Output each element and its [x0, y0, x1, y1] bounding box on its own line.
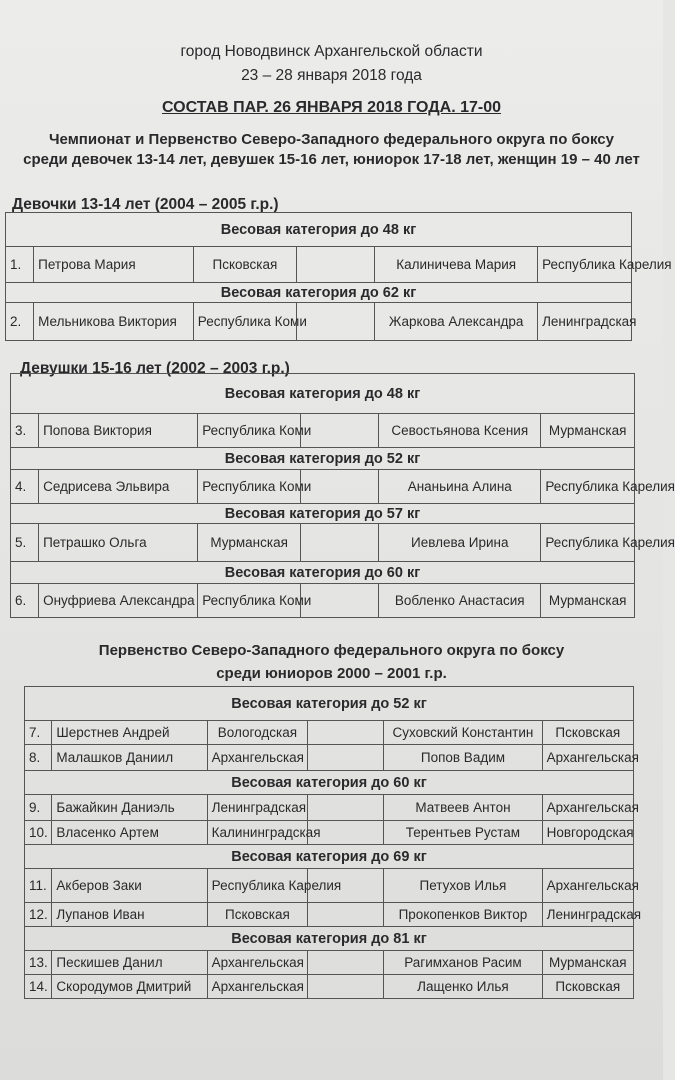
boxer-1-name: Акберов Заки [52, 869, 207, 903]
pair-row [25, 869, 634, 903]
section-title-maidens: Девушки 15-16 лет (2002 – 2003 г.р.) [20, 360, 290, 377]
boxer-2-region: Псковская [542, 721, 633, 745]
pair-row [25, 721, 634, 745]
weight-category-label: Весовая категория до 69 кг [25, 845, 634, 869]
boxer-1-name: Лупанов Иван [52, 903, 207, 927]
header-city: город Новодвинск Архангельской области [180, 43, 483, 60]
pair-number: 5. [11, 524, 39, 562]
boxer-1-name: Петрова Мария [34, 247, 194, 283]
boxer-2-name: Терентьев Рустам [384, 821, 542, 845]
weight-category-row [25, 927, 634, 951]
weight-category-row [25, 687, 634, 721]
weight-category-label: Весовая категория до 60 кг [25, 771, 634, 795]
boxer-2-name: Жаркова Александра [375, 303, 538, 341]
pairs-table-girls [5, 212, 672, 341]
boxer-2-region: Республика Карелия [538, 247, 632, 283]
weight-category-label: Весовая категория до 57 кг [11, 504, 635, 524]
weight-category-row [25, 845, 634, 869]
boxer-2-region: Мурманская [541, 584, 635, 618]
pair-number: 1. [6, 247, 34, 283]
boxer-2-region: Мурманская [541, 414, 635, 448]
boxer-2-region: Мурманская [542, 951, 633, 975]
weight-category-label: Весовая категория до 48 кг [6, 213, 632, 247]
pairs-table-juniors [24, 686, 642, 999]
pair-row [11, 584, 635, 618]
pair-row [25, 795, 634, 821]
weight-category-label: Весовая категория до 52 кг [25, 687, 634, 721]
boxer-2-region: Архангельская [542, 869, 633, 903]
result-cell [301, 584, 379, 618]
pair-number: 13. [25, 951, 52, 975]
result-cell [308, 975, 384, 999]
boxer-1-name: Петрашко Ольга [39, 524, 198, 562]
boxer-1-region: Ленинградская [207, 795, 307, 821]
boxer-1-region: Республика Карелия [207, 869, 307, 903]
pair-number: 9. [25, 795, 52, 821]
boxer-2-region: Ленинградская [538, 303, 632, 341]
boxer-1-region: Республика Коми [198, 470, 301, 504]
section-title-girls: Девочки 13-14 лет (2004 – 2005 г.р.) [12, 196, 279, 213]
weight-category-row [11, 504, 635, 524]
boxer-2-name: Суховский Константин [384, 721, 542, 745]
pair-row [25, 745, 634, 771]
boxer-2-name: Калиничева Мария [375, 247, 538, 283]
pair-row [11, 414, 635, 448]
weight-category-label: Весовая категория до 48 кг [11, 374, 635, 414]
boxer-2-region: Республика Карелия [541, 524, 635, 562]
boxer-2-name: Петухов Илья [384, 869, 542, 903]
boxer-2-name: Ананьина Алина [379, 470, 541, 504]
result-cell [297, 247, 375, 283]
pairs-table-maidens [10, 373, 675, 618]
boxer-2-name: Иевлева Ирина [379, 524, 541, 562]
boxer-1-name: Шерстнев Андрей [52, 721, 207, 745]
pair-number: 3. [11, 414, 39, 448]
boxer-2-name: Рагимханов Расим [384, 951, 542, 975]
boxer-2-name: Попов Вадим [384, 745, 542, 771]
section-title-juniors-1: Первенство Северо-Западного федерального округа по боксу [98, 642, 565, 659]
boxer-1-region: Калининградская [207, 821, 307, 845]
boxer-1-name: Мельникова Виктория [34, 303, 194, 341]
pair-number: 8. [25, 745, 52, 771]
boxer-2-name: Вобленко Анастасия [379, 584, 541, 618]
weight-category-row [6, 283, 632, 303]
boxer-1-name: Малашков Даниил [52, 745, 207, 771]
boxer-1-region: Архангельская [207, 745, 307, 771]
pair-number: 7. [25, 721, 52, 745]
result-cell [301, 414, 379, 448]
boxer-1-region: Псковская [207, 903, 307, 927]
weight-category-row [11, 562, 635, 584]
pair-row [6, 303, 632, 341]
section-title-juniors-2: среди юниоров 2000 – 2001 г.р. [216, 665, 447, 682]
result-cell [308, 903, 384, 927]
boxer-2-name: Прокопенков Виктор [384, 903, 542, 927]
weight-category-row [6, 213, 632, 247]
boxer-2-name: Матвеев Антон [384, 795, 542, 821]
result-cell [308, 745, 384, 771]
boxer-2-region: Архангельская [542, 795, 633, 821]
championship-line-1: Чемпионат и Первенство Северо-Западного федерального округа по боксу [49, 131, 614, 148]
weight-category-label: Весовая категория до 81 кг [25, 927, 634, 951]
pair-number: 11. [25, 869, 52, 903]
boxer-1-name: Попова Виктория [39, 414, 198, 448]
pair-number: 6. [11, 584, 39, 618]
result-cell [308, 951, 384, 975]
weight-category-row [11, 448, 635, 470]
boxer-1-region: Республика Коми [198, 414, 301, 448]
boxer-1-region: Псковская [193, 247, 296, 283]
weight-category-row [25, 771, 634, 795]
boxer-2-region: Псковская [542, 975, 633, 999]
result-cell [301, 524, 379, 562]
result-cell [301, 470, 379, 504]
boxer-2-region: Архангельская [542, 745, 633, 771]
boxer-1-region: Республика Коми [198, 584, 301, 618]
pair-row [25, 903, 634, 927]
boxer-2-name: Лащенко Илья [384, 975, 542, 999]
boxer-1-name: Власенко Артем [52, 821, 207, 845]
pair-row [25, 951, 634, 975]
weight-category-label: Весовая категория до 62 кг [6, 283, 632, 303]
result-cell [297, 303, 375, 341]
pair-row [6, 247, 632, 283]
pair-number: 14. [25, 975, 52, 999]
pair-number: 2. [6, 303, 34, 341]
result-cell [308, 795, 384, 821]
document-title: СОСТАВ ПАР. 26 ЯНВАРЯ 2018 ГОДА. 17-00 [161, 99, 502, 116]
pair-row [25, 821, 634, 845]
boxer-1-name: Онуфриева Александра [39, 584, 198, 618]
result-cell [308, 721, 384, 745]
pair-row [11, 524, 635, 562]
boxer-1-name: Бажайкин Даниэль [52, 795, 207, 821]
pair-row [25, 975, 634, 999]
boxer-2-name: Севостьянова Ксения [379, 414, 541, 448]
pair-number: 12. [25, 903, 52, 927]
boxer-2-region: Республика Карелия [541, 470, 635, 504]
weight-category-label: Весовая категория до 52 кг [11, 448, 635, 470]
boxer-1-name: Пескишев Данил [52, 951, 207, 975]
boxer-1-name: Скородумов Дмитрий [52, 975, 207, 999]
boxer-1-region: Вологодская [207, 721, 307, 745]
boxer-2-region: Ленинградская [542, 903, 633, 927]
boxer-1-region: Архангельская [207, 951, 307, 975]
boxer-1-region: Архангельская [207, 975, 307, 999]
pair-number: 4. [11, 470, 39, 504]
boxer-1-name: Седрисева Эльвира [39, 470, 198, 504]
pair-row [11, 470, 635, 504]
weight-category-label: Весовая категория до 60 кг [11, 562, 635, 584]
championship-line-2: среди девочек 13-14 лет, девушек 15-16 лет, юниорок 17-18 лет, женщин 19 – 40 лет [23, 151, 640, 168]
pair-number: 10. [25, 821, 52, 845]
boxer-2-region: Новгородская [542, 821, 633, 845]
boxer-1-region: Мурманская [198, 524, 301, 562]
weight-category-row [11, 374, 635, 414]
header-dates: 23 – 28 января 2018 года [241, 67, 422, 84]
boxer-1-region: Республика Коми [193, 303, 296, 341]
